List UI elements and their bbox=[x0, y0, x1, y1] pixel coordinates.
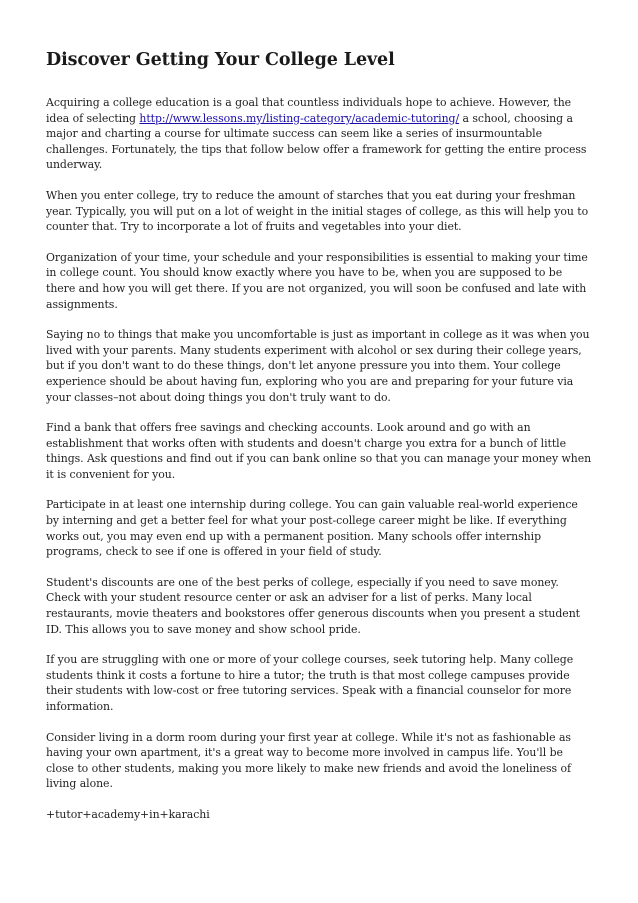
paragraph-tutoring: If you are struggling with one or more of your college courses, seek tutoring help. Many college students think it costs a fortune to hire a tutor; the truth is that most college campuses provide their students with low-cost or free tutoring services. Speak with a financial counselor for more information. bbox=[46, 653, 574, 713]
intro-paragraph bbox=[46, 95, 594, 173]
paragraph-discounts: Student's discounts are one of the best perks of college, especially if you need to save money. Check with your student resource center or ask an adviser for a list of perks. Many local restaurants, movie theaters and bookstores offer generous discounts when you present a student ID. This allows you to save money and show school pride. bbox=[46, 575, 580, 636]
paragraph-organization: Organization of your time, your schedule and your responsibilities is essential to making your time in college count. You should know exactly where you have to be, when you are supposed to be there and how you will get there. If you are not organized, you will soon be confused and late with assignments. bbox=[46, 250, 588, 311]
tutoring-link[interactable]: http://www.lessons.my/listing-category/academic-tutoring/ bbox=[139, 111, 460, 125]
paragraph-bank: Find a bank that offers free savings and checking accounts. Look around and go with an establishment that works often with students and doesn't charge you extra for a bunch of little things. Ask questions and find out if you can bank online so that you can manage your money when it is convenient for you. bbox=[46, 421, 592, 481]
footer-tags: +tutor+academy+in+karachi bbox=[46, 807, 210, 821]
paragraph-diet: When you enter college, try to reduce the amount of starches that you eat during your freshman year. Typically, you will put on a lot of weight in the initial stages of college, as this will help you to counter that. Try to incorporate a lot of fruits and vegetables into your diet. bbox=[46, 188, 589, 234]
paragraph-saying-no: Saying no to things that make you uncomfortable is just as important in college as it was when you lived with your parents. Many students experiment with alcohol or sex during their college years, but if you don't want to do these things, don't let anyone pressure you into them. Your college experience should be about having fun, exploring who you are and preparing for your future via your classes–not about doing things you don't truly want to do. bbox=[46, 328, 590, 404]
intro-text-after-link: a school, choosing a major and charting a course for ultimate success can seem like a series of insurmountable challenges. Fortunately, the tips that follow below offer a framework for getting the entire process underway. bbox=[46, 111, 587, 172]
paragraph-internship: Participate in at least one internship during college. You can gain valuable real-world experience by interning and get a better feel for what your post-college career might be like. If everything works out, you may even end up with a permanent position. Many schools offer internship programs, check to see if one is offered in your field of study. bbox=[46, 498, 578, 559]
document-page bbox=[46, 48, 594, 838]
paragraph-dorm: Consider living in a dorm room during your first year at college. While it's not as fashionable as having your own apartment, it's a great way to become more involved in campus life. You'll be close to other students, making you more likely to make new friends and avoid the loneliness of living alone. bbox=[46, 730, 571, 791]
intro-text-before-link: Acquiring a college education is a goal that countless individuals hope to achieve. However, the idea of selecting bbox=[46, 96, 572, 125]
page-title: Discover Getting Your College Level bbox=[46, 50, 395, 70]
